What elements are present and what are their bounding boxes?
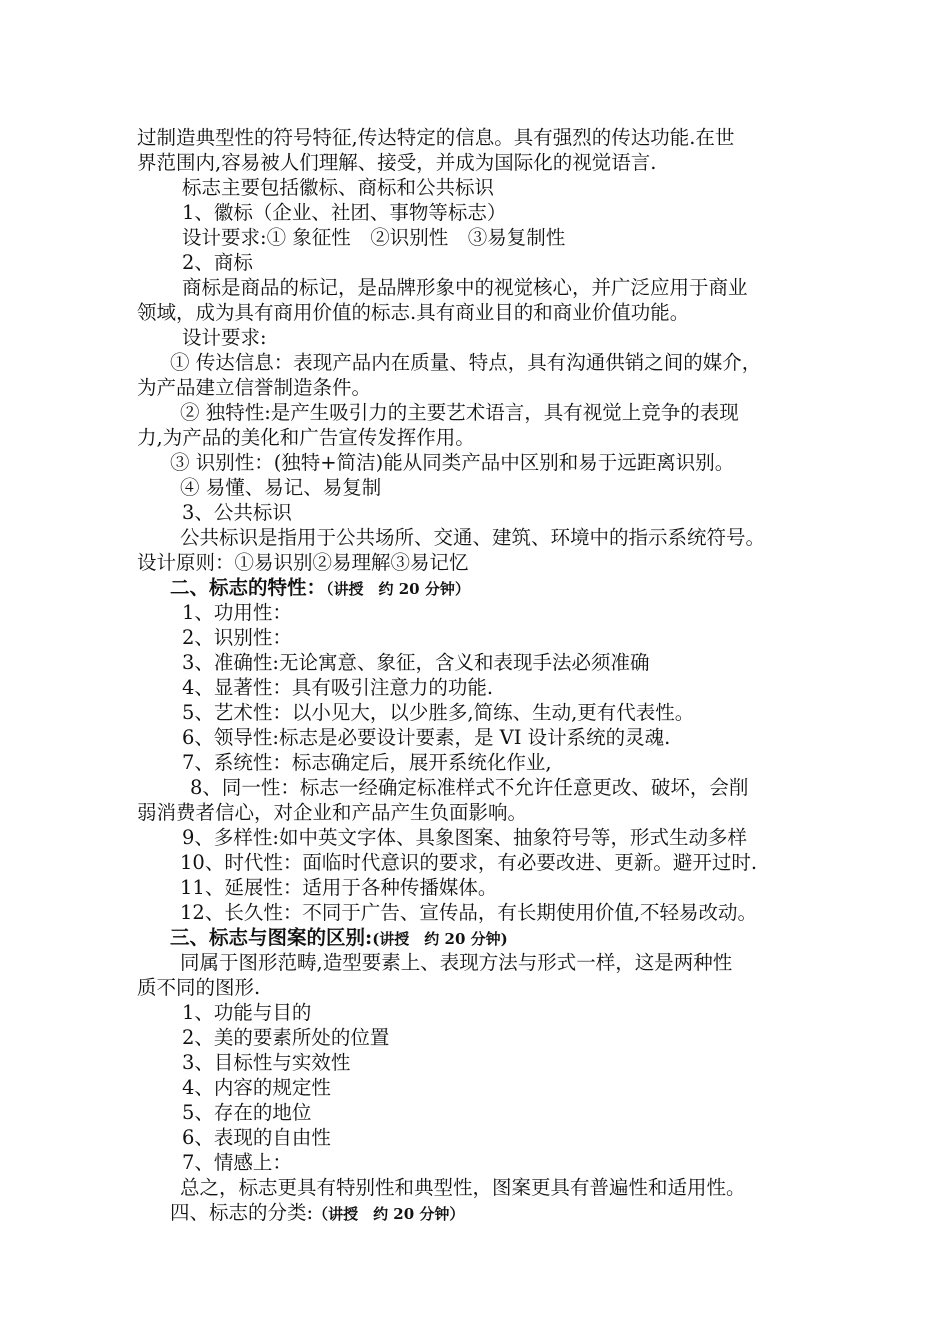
list-item: 2、商标 (182, 251, 253, 274)
paragraph-line: 弱消费者信心，对企业和产品产生负面影响。 (137, 801, 528, 824)
paragraph-line: 公共标识是指用于公共场所、交通、建筑、环境中的指示系统符号。 (180, 526, 766, 549)
list-item: 1、徽标（企业、社团、事物等标志） (182, 201, 507, 224)
list-item: 5、存在的地位 (182, 1101, 312, 1124)
section-heading (170, 925, 508, 950)
paragraph-line: 力,为产品的美化和广告宣传发挥作用。 (137, 426, 475, 449)
section-heading-note: (讲授 约 20 分钟) (372, 930, 508, 948)
list-item: 2、识别性： (182, 626, 292, 649)
list-item: 4、显著性：具有吸引注意力的功能. (182, 676, 494, 699)
list-item: 3、目标性与实效性 (182, 1051, 351, 1074)
list-item: 2、美的要素所处的位置 (182, 1026, 390, 1049)
list-item: ③ 识别性：(独特+简洁)能从同类产品中区别和易于远距离识别。 (170, 451, 735, 474)
list-item: 3、准确性:无论寓意、象征，含义和表现手法必须准确 (182, 651, 650, 674)
section-heading-note: （讲授 约 20 分钟） (326, 580, 470, 598)
paragraph-line: 界范围内,容易被人们理解、接受，并成为国际化的视觉语言. (137, 151, 657, 174)
paragraph-line: 为产品建立信誉制造条件。 (137, 376, 372, 399)
paragraph-line: 质不同的图形. (137, 976, 261, 999)
section-heading (170, 1200, 464, 1225)
list-item: 7、系统性：标志确定后，展开系统化作业, (182, 751, 552, 774)
section-heading-title: 三、标志与图案的区别: (170, 926, 373, 949)
list-item: 1、功能与目的 (182, 1001, 312, 1024)
paragraph-line: 设计原则：①易识别②易理解③易记忆 (137, 551, 469, 574)
section-heading-title: 四、标志的分类: (170, 1201, 314, 1224)
section-heading-note: （讲授 约 20 分钟） (313, 1205, 465, 1223)
list-item: ② 独特性:是产生吸引力的主要艺术语言，具有视觉上竞争的表现 (180, 401, 739, 424)
paragraph-line: 商标是商品的标记，是品牌形象中的视觉核心，并广泛应用于商业 (182, 276, 748, 299)
list-item: 1、功用性： (182, 601, 292, 624)
list-item: 7、情感上： (182, 1151, 292, 1174)
section-heading (170, 575, 470, 600)
list-item: 4、内容的规定性 (182, 1076, 331, 1099)
list-item: 6、表现的自由性 (182, 1126, 331, 1149)
list-item: 9、多样性:如中英文字体、具象图案、抽象符号等，形式生动多样 (182, 826, 747, 849)
paragraph-line: 设计要求: (182, 326, 267, 349)
paragraph-line: 标志主要包括徽标、商标和公共标识 (182, 176, 495, 199)
section-heading-title: 二、标志的特性： (170, 576, 327, 599)
list-item: 6、领导性:标志是必要设计要素，是 VI 设计系统的灵魂. (182, 726, 671, 749)
paragraph-line: 领域，成为具有商用价值的标志.具有商业目的和商业价值功能。 (137, 301, 690, 324)
paragraph-line: 同属于图形范畴,造型要素上、表现方法与形式一样，这是两种性 (180, 951, 733, 974)
list-item: 10、时代性：面临时代意识的要求，有必要改进、更新。避开过时. (180, 851, 758, 874)
paragraph-line: 总之，标志更具有特别性和典型性，图案更具有普遍性和适用性。 (180, 1176, 746, 1199)
list-item: 11、延展性：适用于各种传播媒体。 (180, 876, 498, 899)
list-item: 8、同一性：标志一经确定标准样式不允许任意更改、破坏，会削 (190, 776, 749, 799)
list-item: 12、长久性：不同于广告、宣传品，有长期使用价值,不轻易改动。 (180, 901, 758, 924)
list-item: ④ 易懂、易记、易复制 (180, 476, 382, 499)
list-item: ① 传达信息：表现产品内在质量、特点，具有沟通供销之间的媒介， (170, 351, 762, 374)
list-item: 3、公共标识 (182, 501, 292, 524)
paragraph-line: 设计要求:① 象征性 ②识别性 ③易复制性 (182, 226, 566, 249)
paragraph-line: 过制造典型性的符号特征,传达特定的信息。具有强烈的传达功能.在世 (137, 126, 735, 149)
list-item: 5、艺术性：以小见大，以少胜多,简练、生动,更有代表性。 (182, 701, 695, 724)
